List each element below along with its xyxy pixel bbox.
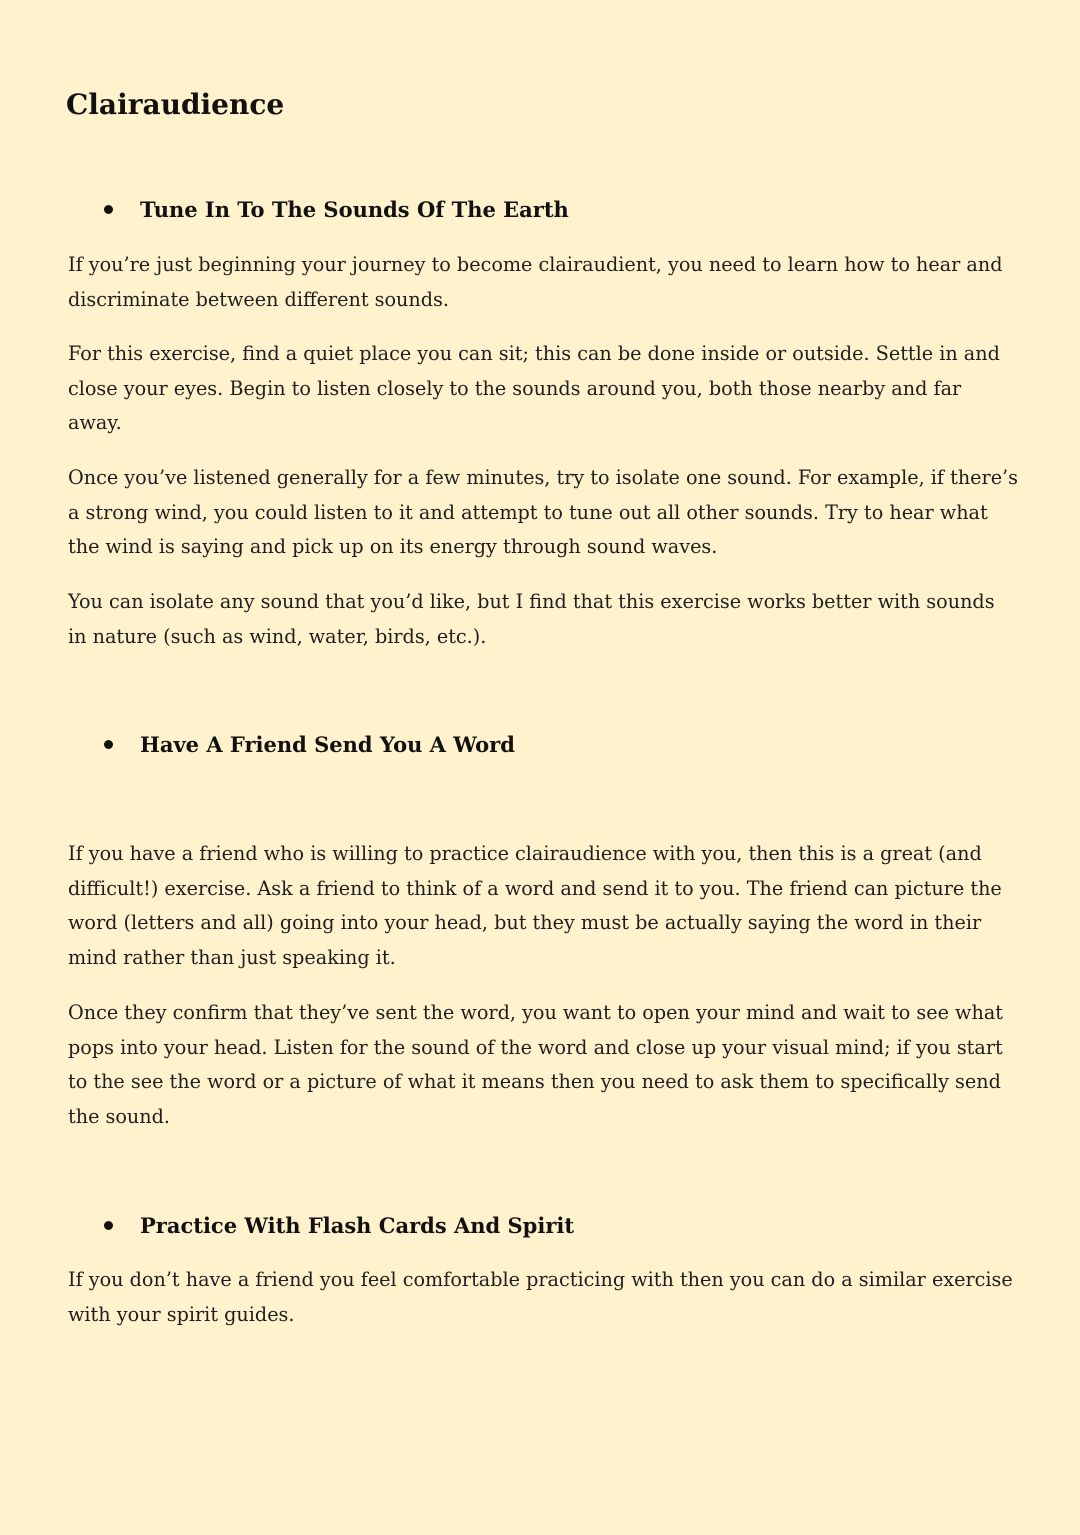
bullet-icon [104,740,113,749]
bullet-icon [104,1221,113,1230]
paragraph: If you’re just beginning your journey to become clairaudient, you need to learn how to hear and discriminate between different sounds. [68,253,1003,311]
paragraph: If you have a friend who is willing to practice clairaudience with you, then this is a great (and difficult!) exercise. Ask a friend to think of a word and send it to you. The friend can picture the word (letters and all) going into your head, but they must be actually saying the word in their mind rather than just speaking it. [68,842,1002,969]
paragraph: You can isolate any sound that you’d like, but I find that this exercise works better with sounds in nature (such as wind, water, birds, etc.). [68,590,995,648]
paragraph: If you don’t have a friend you feel comfortable practicing with then you can do a similar exercise with your spirit guides. [68,1268,1013,1326]
section-heading-label: Tune In To The Sounds Of The Earth [140,197,569,222]
paragraph: Once you’ve listened generally for a few minutes, try to isolate one sound. For example, if there’s a strong wind, you could listen to it and attempt to tune out all other sounds. Try to hear what the wind is saying and pick up on its energy through sound waves. [68,466,1019,558]
section-heading-flash-cards [104,1211,574,1241]
paragraph: For this exercise, find a quiet place you can sit; this can be done inside or outside. Settle in and close your eyes. Begin to listen closely to the sounds around you, both those nearby and far away. [68,342,1000,434]
section-heading-sounds-of-earth [104,195,569,225]
section-heading-friend-send-word [104,730,515,760]
page-title: Clairaudience [66,88,285,121]
section-heading-label: Have A Friend Send You A Word [140,732,515,757]
paragraph: Once they confirm that they’ve sent the word, you want to open your mind and wait to see what pops into your head. Listen for the sound of the word and close up your visual mind; if you start to the see the word or a picture of what it means then you need to ask them to specifically send the sound. [68,1001,1003,1128]
bullet-icon [104,205,113,214]
section-heading-label: Practice With Flash Cards And Spirit [140,1213,575,1238]
